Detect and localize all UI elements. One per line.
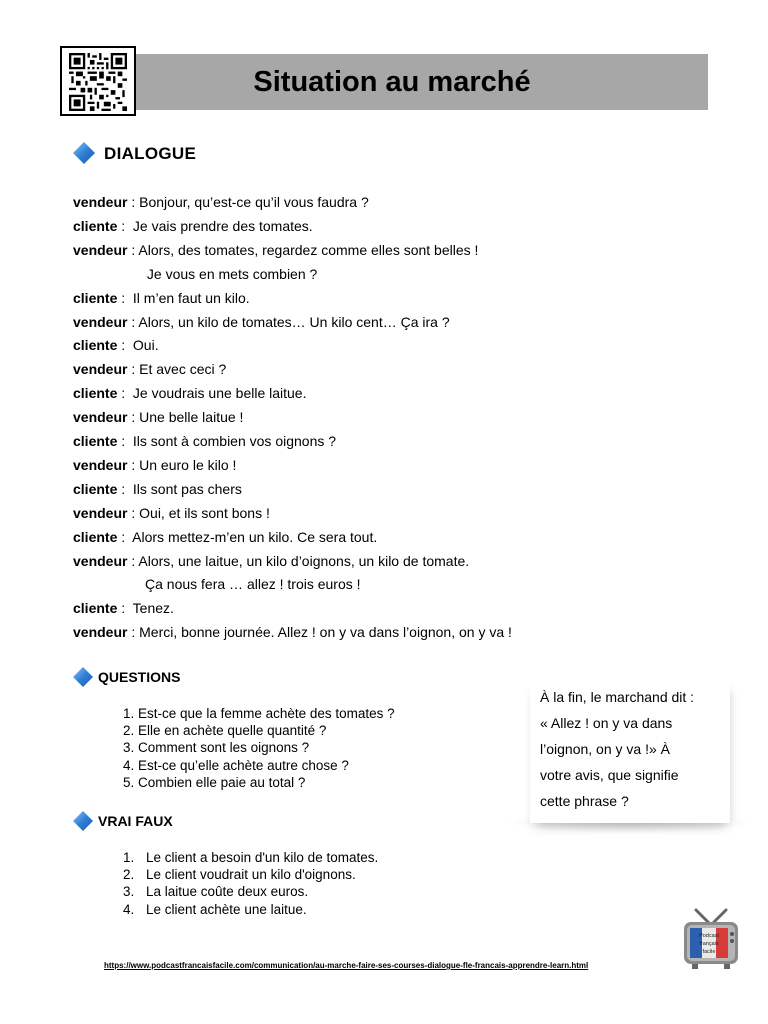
- blue-diamond-icon: [73, 667, 93, 687]
- dialogue-text: Merci, bonne journée. Allez ! on y va dans l’oignon, on y va !: [139, 624, 512, 641]
- speaker-name: vendeur: [73, 456, 128, 473]
- vrai-faux-text: Le client voudrait un kilo d'oignons.: [146, 867, 356, 883]
- vrai-faux-item: [123, 901, 378, 918]
- dialogue-text: Ça nous fera … allez ! trois euros !: [145, 576, 361, 593]
- question-item: [123, 774, 395, 791]
- speaker-name: cliente: [73, 480, 118, 497]
- speaker-separator: :: [127, 456, 140, 473]
- speaker-name: vendeur: [73, 552, 128, 569]
- dialogue-text: Ils sont à combien vos oignons ?: [132, 433, 337, 449]
- question-text: Est-ce qu’elle achète autre chose ?: [138, 757, 349, 773]
- vrai-faux-text: Le client a besoin d'un kilo de tomates.: [146, 850, 379, 865]
- speaker-separator: :: [127, 624, 140, 641]
- dialogue-line: [73, 527, 377, 547]
- vrai-faux-number: 2.: [123, 867, 135, 883]
- question-item: [123, 722, 395, 739]
- question-number: 5.: [123, 774, 135, 790]
- dialogue-line: [73, 479, 242, 499]
- dialogue-line: [73, 551, 469, 571]
- dialogue-line: [73, 312, 450, 332]
- dialogue-text: Et avec ceci ?: [139, 361, 227, 378]
- note-line: votre avis, que signifie: [540, 767, 679, 783]
- question-text: Elle en achète quelle quantité ?: [138, 723, 327, 739]
- question-number: 4.: [123, 757, 135, 773]
- dialogue-text: Alors, une laitue, un kilo d’oignons, un kilo de tomate.: [138, 552, 470, 569]
- vrai-faux-number: 1.: [123, 850, 135, 865]
- vrai-faux-number: 3.: [123, 884, 135, 900]
- speaker-name: vendeur: [73, 241, 128, 258]
- vrai-faux-item: [123, 883, 378, 900]
- speaker-name: cliente: [73, 385, 118, 402]
- logo-line: facile: [702, 949, 716, 955]
- vrai-faux-item: [123, 849, 378, 866]
- question-number: 3.: [123, 740, 135, 756]
- dialogue-text: Je voudrais une belle laitue.: [132, 385, 307, 402]
- speaker-separator: :: [127, 241, 139, 258]
- note-line: l’oignon, on y va !» À: [540, 741, 670, 757]
- speaker-name: cliente: [73, 337, 118, 354]
- speaker-separator: :: [127, 552, 139, 569]
- speaker-name: vendeur: [73, 409, 128, 426]
- speaker-separator: :: [127, 409, 140, 426]
- speaker-name: vendeur: [73, 361, 128, 378]
- logo-line: français: [699, 941, 719, 947]
- dialogue-line: [73, 192, 369, 212]
- dialogue-text: Alors, un kilo de tomates… Un kilo cent… Ça ira ?: [138, 313, 450, 330]
- question-item: [123, 757, 395, 774]
- speaker-separator: :: [127, 194, 140, 210]
- dialogue-line: [143, 264, 317, 284]
- dialogue-line: [145, 574, 361, 594]
- dialogue-text: Ils sont pas chers: [132, 480, 242, 497]
- dialogue-text: Oui.: [132, 337, 159, 354]
- vrai-faux-number: 4.: [123, 901, 135, 917]
- question-text: Comment sont les oignons ?: [138, 740, 310, 756]
- question-text: Combien elle paie au total ?: [138, 774, 306, 790]
- dialogue-line: [73, 335, 159, 355]
- dialogue-text: Je vais prendre des tomates.: [132, 217, 313, 234]
- dialogue-line: [73, 407, 243, 427]
- dialogue-text: Une belle laitue !: [139, 409, 244, 426]
- speaker-separator: :: [127, 361, 140, 378]
- dialogue-text: Il m’en faut un kilo.: [132, 289, 250, 306]
- question-item: [123, 739, 395, 756]
- dialogue-line: [73, 503, 270, 523]
- speaker-separator: :: [117, 433, 133, 449]
- dialogue-line: [73, 383, 306, 403]
- note-box: [530, 680, 730, 823]
- speaker-separator: :: [117, 528, 133, 545]
- tv-logo-icon: [682, 908, 740, 970]
- note-line: « Allez ! on y va dans: [540, 715, 673, 731]
- speaker-separator: :: [117, 480, 133, 497]
- qr-code-icon: [60, 46, 136, 116]
- speaker-name: cliente: [73, 528, 118, 545]
- speaker-name: vendeur: [73, 624, 128, 641]
- blue-diamond-icon: [73, 142, 95, 164]
- dialogue-text: Bonjour, qu’est-ce qu’il vous faudra ?: [139, 194, 369, 210]
- speaker-name: cliente: [73, 433, 118, 449]
- dialogue-text: Un euro le kilo !: [139, 456, 237, 473]
- dialogue-text: Tenez.: [132, 600, 174, 617]
- dialogue-line: [73, 622, 512, 642]
- vrai-faux-text: Le client achète une laitue.: [146, 901, 307, 917]
- speaker-separator: :: [127, 313, 139, 330]
- speaker-name: cliente: [73, 217, 118, 234]
- dialogue-line: [73, 240, 478, 260]
- question-item: [123, 705, 395, 722]
- speaker-name: vendeur: [73, 313, 128, 330]
- question-text: Est-ce que la femme achète des tomates ?: [138, 706, 395, 721]
- source-link[interactable]: https://www.podcastfrancaisfacile.com/communication/au-marche-faire-ses-courses-dialogue-fle-francais-apprendre-learn.html: [104, 961, 589, 970]
- speaker-separator: :: [117, 217, 133, 234]
- vrai-faux-list: [123, 849, 378, 918]
- speaker-separator: :: [117, 385, 133, 402]
- speaker-name: vendeur: [73, 504, 128, 521]
- note-line: À la fin, le marchand dit :: [540, 689, 695, 705]
- dialogue-line: [73, 431, 336, 451]
- dialogue-line: [73, 216, 313, 236]
- section-heading-questions: QUESTIONS: [98, 669, 181, 685]
- speaker-name: cliente: [73, 289, 118, 306]
- speaker-name: vendeur: [73, 194, 128, 210]
- page-title: Situation au marché: [253, 66, 531, 98]
- note-line: cette phrase ?: [540, 793, 629, 809]
- dialogue-line: [73, 359, 226, 379]
- dialogue-line: [73, 288, 250, 308]
- dialogue-line: [73, 455, 236, 475]
- blue-diamond-icon: [73, 811, 93, 831]
- dialogue-line: [73, 598, 174, 618]
- dialogue-text: Je vous en mets combien ?: [143, 265, 318, 282]
- dialogue-text: Alors, des tomates, regardez comme elles sont belles !: [138, 241, 479, 258]
- section-heading-dialogue: DIALOGUE: [104, 144, 197, 163]
- speaker-separator: :: [117, 337, 133, 354]
- speaker-separator: :: [117, 600, 133, 617]
- vrai-faux-item: [123, 866, 378, 883]
- speaker-name: cliente: [73, 600, 118, 617]
- vrai-faux-text: La laitue coûte deux euros.: [146, 884, 309, 900]
- logo-line: Podcast: [699, 933, 719, 939]
- speaker-separator: :: [117, 289, 133, 306]
- question-number: 1.: [123, 706, 135, 721]
- section-heading-vrai-faux: VRAI FAUX: [98, 813, 173, 829]
- question-number: 2.: [123, 723, 135, 739]
- dialogue-text: Alors mettez-m’en un kilo. Ce sera tout.: [132, 528, 378, 545]
- questions-list: [123, 705, 395, 791]
- dialogue-text: Oui, et ils sont bons !: [139, 504, 270, 521]
- speaker-separator: :: [127, 504, 140, 521]
